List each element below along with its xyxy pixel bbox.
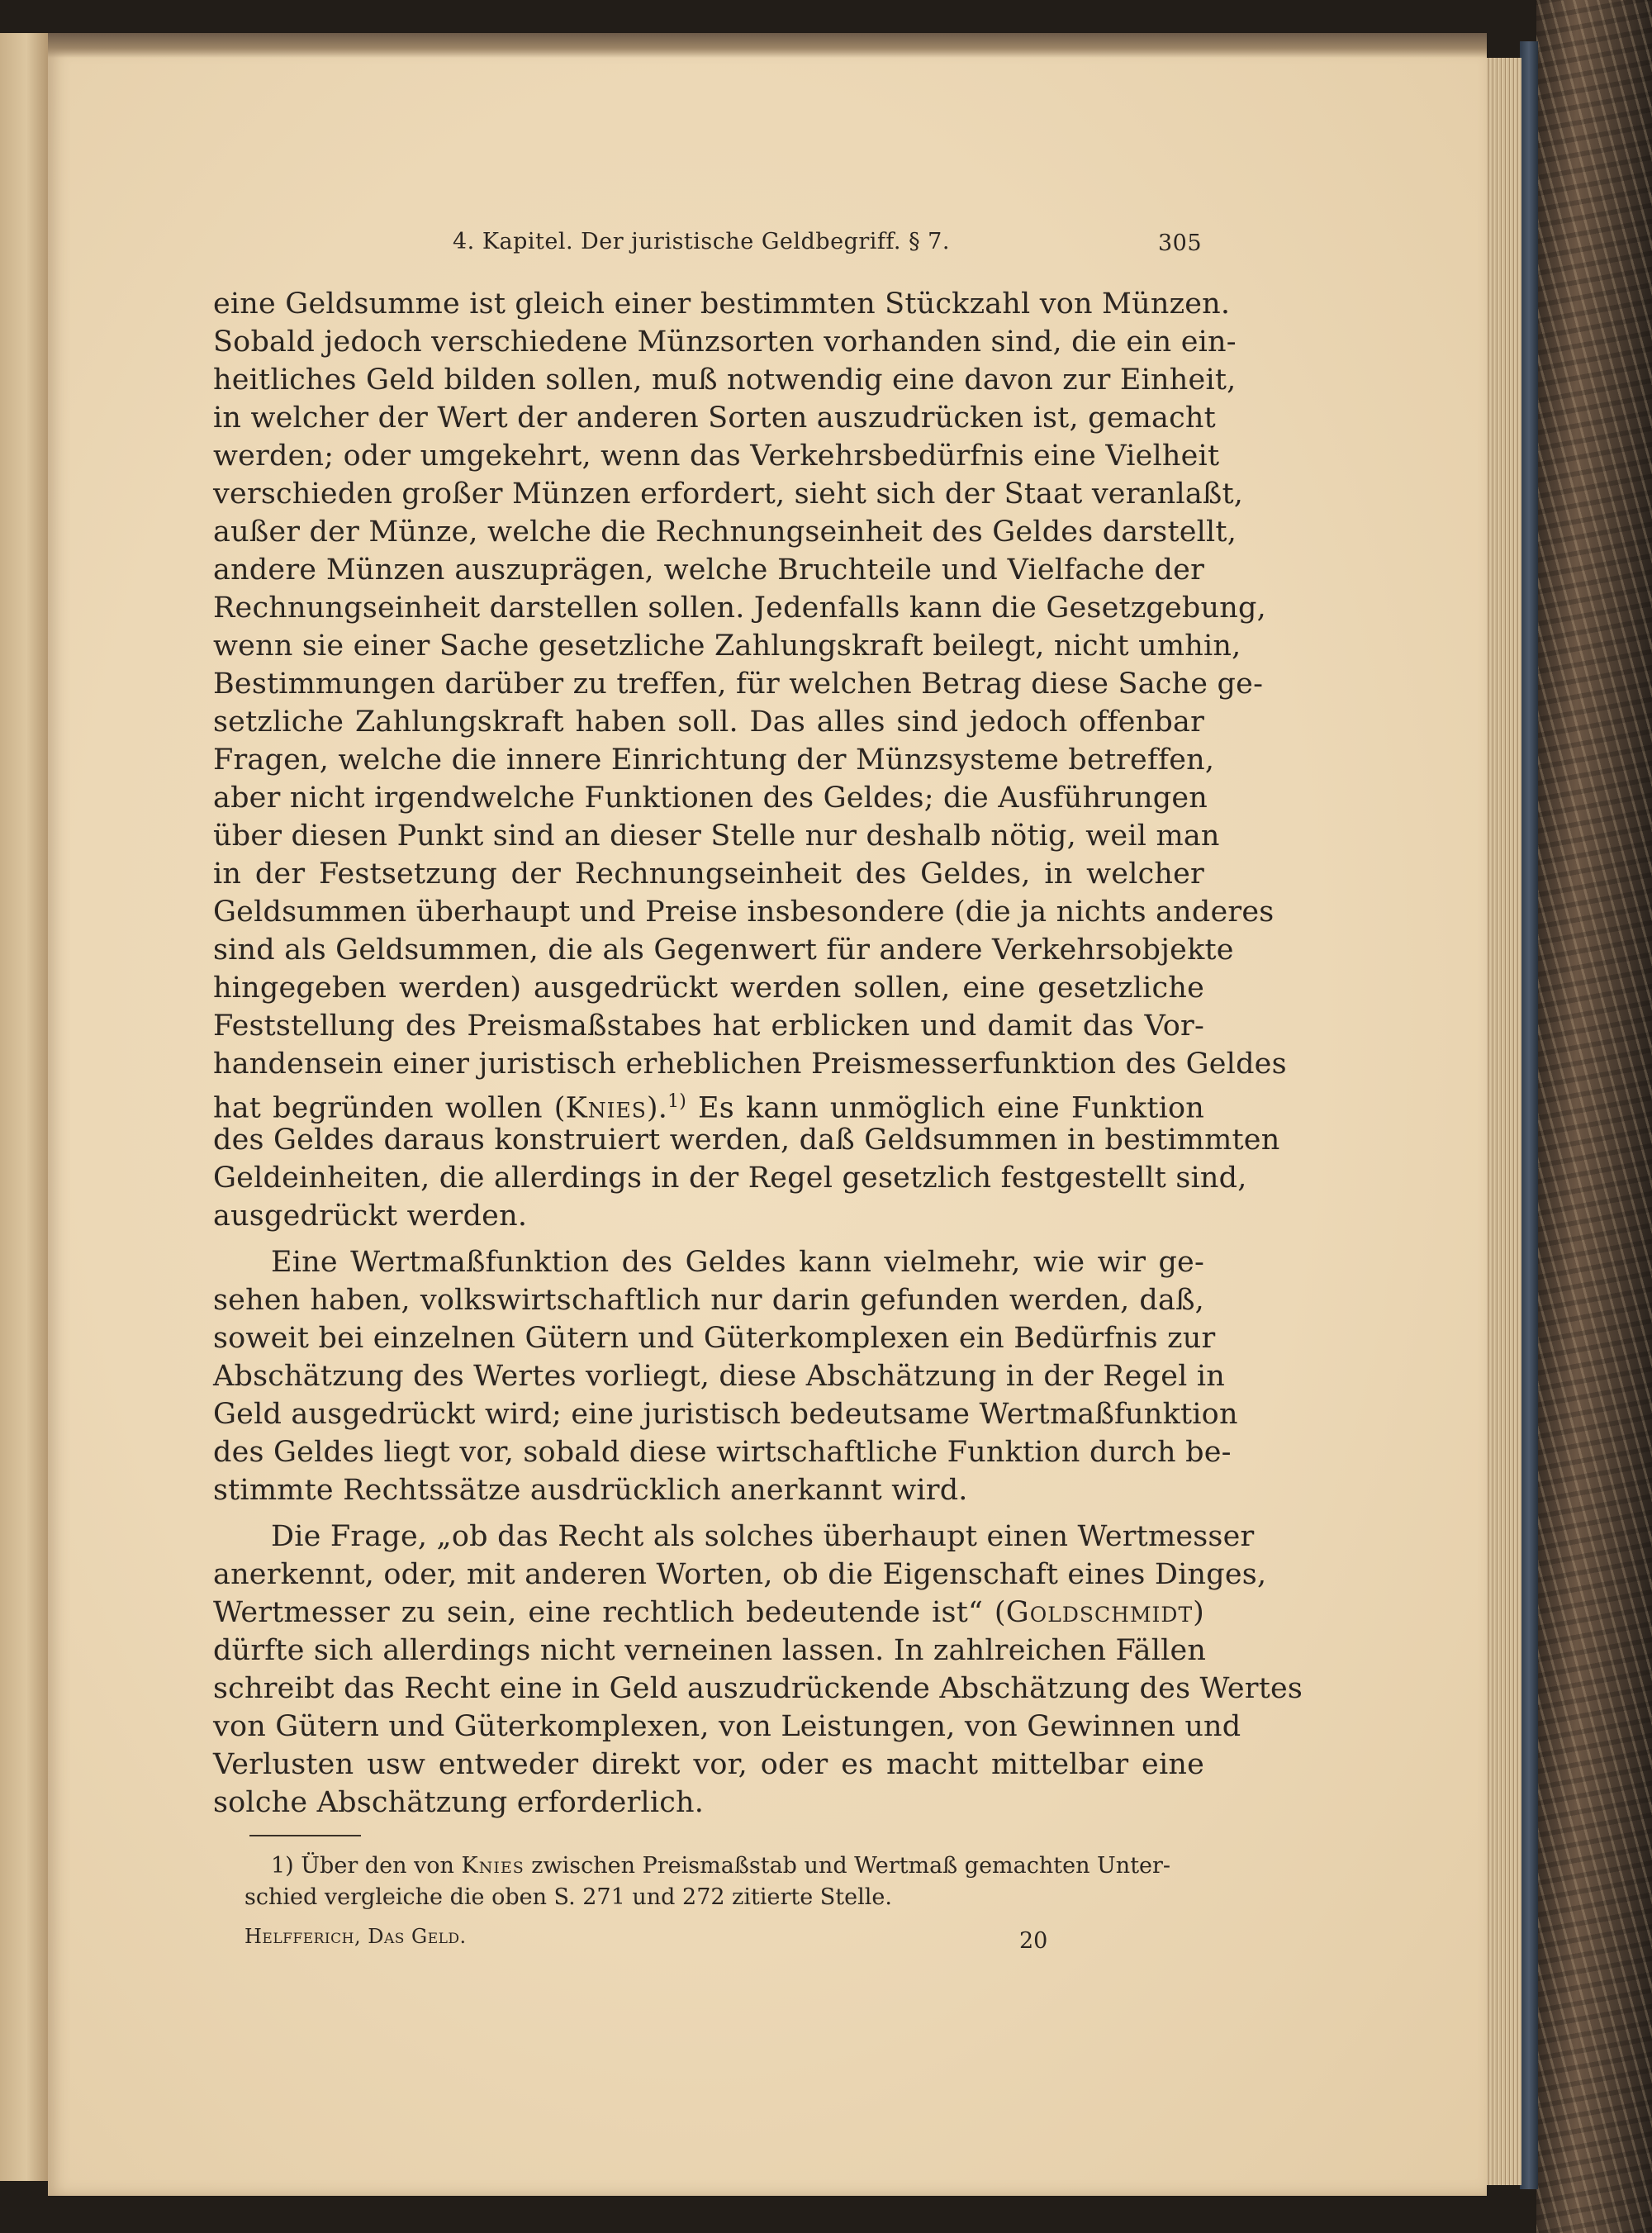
cover-binding-strip (1520, 41, 1538, 2189)
author-name-goldschmidt: Goldschmidt (1005, 1596, 1194, 1629)
author-name-knies: Knies (461, 1853, 525, 1879)
text-line: Fragen, welche die innere Einrichtung der Münzsysteme betreffen, (213, 744, 1215, 777)
author-name-knies: Knies (565, 1091, 647, 1125)
text-line: andere Münzen auszuprägen, welche Bruchteile und Vielfache der (213, 553, 1204, 587)
text-line: außer der Münze, welche die Rechnungseinheit des Geldes darstellt, (213, 515, 1237, 549)
text-segment: hat begründen wollen ( (213, 1091, 566, 1125)
text-line: Verlusten usw entweder direkt vor, oder es macht mittelbar eine (213, 1748, 1204, 1781)
text-line: Sobald jedoch verschiedene Münzsorten vorhanden sind, die ein ein- (213, 325, 1237, 359)
running-head-title: 4. Kapitel. Der juristische Geldbegriff. § 7. (453, 229, 950, 254)
text-line: Rechnungseinheit darstellen sollen. Jedenfalls kann die Gesetzgebung, (213, 592, 1266, 625)
paragraph-first-line: Eine Wertmaßfunktion des Geldes kann vielmehr, wie wir ge- (271, 1246, 1204, 1279)
sheet-number: 20 (1019, 1928, 1048, 1954)
text-segment: Wertmesser zu sein, eine rechtlich bedeutende ist“ ( (213, 1596, 1006, 1629)
text-line: von Gütern und Güterkomplexen, von Leistungen, von Gewinnen und (213, 1710, 1241, 1743)
signature-line: Helfferich, Das Geld. (244, 1925, 467, 1948)
text-line: Geldeinheiten, die allerdings in der Regel gesetzlich festgestellt sind, (213, 1162, 1247, 1195)
text-line: über diesen Punkt sind an dieser Stelle nur deshalb nötig, weil man (213, 820, 1220, 853)
text-line: solche Abschätzung erforderlich. (213, 1786, 705, 1819)
running-head (453, 229, 1279, 262)
text-line: dürfte sich allerdings nicht verneinen lassen. In zahlreichen Fällen (213, 1634, 1207, 1667)
text-segment: Es kann unmöglich eine Funktion (686, 1091, 1204, 1125)
text-line: sind als Geldsummen, die als Gegenwert für andere Verkehrsobjekte (213, 934, 1234, 967)
text-line: in welcher der Wert der anderen Sorten auszudrücken ist, gemacht (213, 401, 1216, 435)
text-segment: ). (646, 1091, 668, 1125)
footnote-reference: 1) (667, 1091, 687, 1112)
footnote-separator (249, 1835, 361, 1836)
text-line: verschieden großer Münzen erfordert, sieht sich der Staat veranlaßt, (213, 477, 1244, 511)
footnote-line (271, 1852, 1170, 1880)
text-line: Abschätzung des Wertes vorliegt, diese Abschätzung in der Regel in (213, 1360, 1225, 1393)
text-segment: Über den von (293, 1853, 462, 1879)
text-line: stimmte Rechtssätze ausdrücklich anerkannt wird. (213, 1474, 968, 1507)
text-line: Feststellung des Preismaßstabes hat erblicken und damit das Vor- (213, 1010, 1204, 1043)
text-segment: ) (1193, 1596, 1204, 1629)
text-line: werden; oder umgekehrt, wenn das Verkehrsbedürfnis eine Vielheit (213, 439, 1220, 473)
text-line: des Geldes daraus konstruiert werden, daß Geldsummen in bestimmten (213, 1124, 1280, 1157)
text-line-with-citation (213, 1083, 1204, 1125)
text-line: schreibt das Recht eine in Geld auszudrückende Abschätzung des Wertes (213, 1672, 1303, 1705)
left-page-edge (0, 33, 48, 2181)
text-line: Geld ausgedrückt wird; eine juristisch bedeutsame Wertmaßfunktion (213, 1398, 1238, 1431)
footnote-marker: 1) (271, 1853, 294, 1879)
text-line: hingegeben werden) ausgedrückt werden sollen, eine gesetzliche (213, 972, 1204, 1005)
text-line: in der Festsetzung der Rechnungseinheit des Geldes, in welcher (213, 858, 1204, 891)
text-segment: zwischen Preismaßstab und Wertmaß gemachten Unter- (524, 1853, 1171, 1879)
marbled-cover (1536, 0, 1652, 2233)
text-line: Geldsummen überhaupt und Preise insbesondere (die ja nichts anderes (213, 896, 1275, 929)
text-line: setzliche Zahlungskraft haben soll. Das alles sind jedoch offenbar (213, 706, 1204, 739)
paragraph-first-line: Die Frage, „ob das Recht als solches überhaupt einen Wertmesser (271, 1520, 1255, 1553)
footnote-line: schied vergleiche die oben S. 271 und 272 zitierte Stelle. (244, 1884, 892, 1910)
text-line: des Geldes liegt vor, sobald diese wirtschaftliche Funktion durch be- (213, 1436, 1232, 1469)
text-line: wenn sie einer Sache gesetzliche Zahlungskraft beilegt, nicht umhin, (213, 630, 1241, 663)
text-line: handensein einer juristisch erheblichen Preismesserfunktion des Geldes (213, 1048, 1287, 1081)
text-line: anerkennt, oder, mit anderen Worten, ob die Eigenschaft eines Dinges, (213, 1558, 1267, 1591)
text-line: Bestimmungen darüber zu treffen, für welchen Betrag diese Sache ge- (213, 668, 1264, 701)
text-line: eine Geldsumme ist gleich einer bestimmten Stückzahl von Münzen. (213, 287, 1231, 321)
text-line: sehen haben, volkswirtschaftlich nur darin gefunden werden, daß, (213, 1284, 1204, 1317)
page-top-shadow (48, 33, 1487, 58)
text-line-with-citation (213, 1594, 1204, 1632)
page-number: 305 (1158, 230, 1203, 256)
text-line: heitliches Geld bilden sollen, muß notwendig eine davon zur Einheit, (213, 363, 1237, 397)
text-line: soweit bei einzelnen Gütern und Güterkomplexen ein Bedürfnis zur (213, 1322, 1216, 1355)
text-line: ausgedrückt werden. (213, 1200, 528, 1233)
text-line: aber nicht irgendwelche Funktionen des Geldes; die Ausführungen (213, 782, 1208, 815)
